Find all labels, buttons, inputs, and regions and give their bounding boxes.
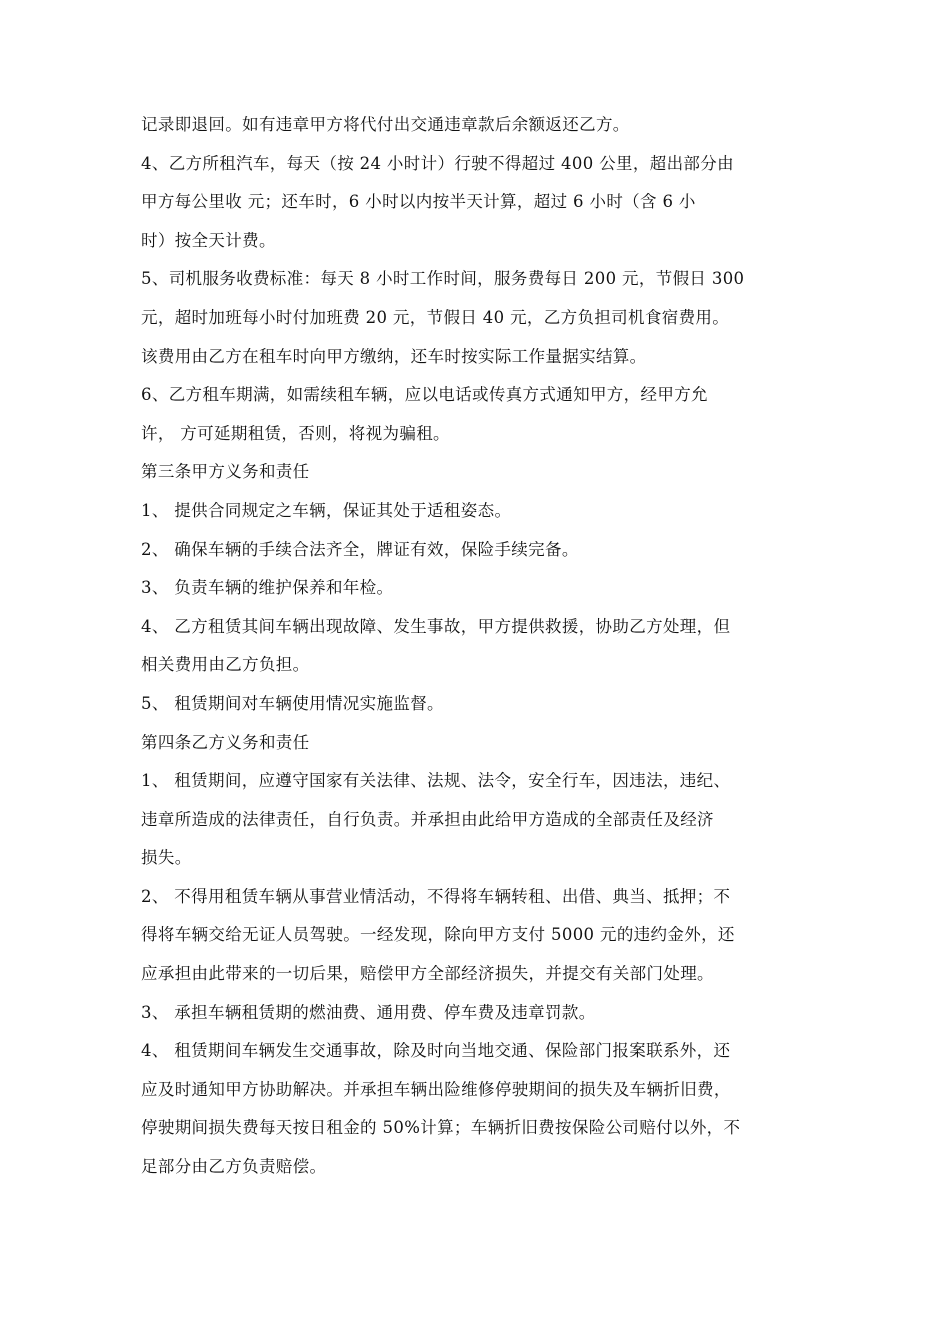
text-line: 4、 租赁期间车辆发生交通事故，除及时向当地交通、保险部门报案联系外，还: [141, 1041, 731, 1061]
text-line: 4、乙方所租汽车，每天（按 24 小时计）行驶不得超过 400 公里，超出部分由: [141, 153, 734, 173]
text-line: 1、 提供合同规定之车辆，保证其处于适租姿态。: [141, 500, 512, 520]
text-line: 相关费用由乙方负担。: [141, 655, 310, 675]
text-line: 损失。: [141, 848, 192, 868]
text-line: 应及时通知甲方协助解决。并承担车辆出险维修停驶期间的损失及车辆折旧费，: [141, 1079, 731, 1099]
text-line: 2、 确保车辆的手续合法齐全，牌证有效，保险手续完备。: [141, 539, 579, 559]
text-line: 得将车辆交给无证人员驾驶。一经发现，除向甲方支付 5000 元的违约金外，还: [141, 925, 735, 945]
document-body: [141, 106, 821, 1187]
text-line: 4、 乙方租赁其间车辆出现故障、发生事故，甲方提供救援，协助乙方处理，但: [141, 616, 731, 636]
text-line: 违章所造成的法律责任，自行负责。并承担由此给甲方造成的全部责任及经济: [141, 809, 714, 829]
text-line: 许， 方可延期租赁，否则，将视为骗租。: [141, 423, 450, 443]
text-line: 甲方每公里收 元；还车时，6 小时以内按半天计算，超过 6 小时（含 6 小: [141, 192, 696, 212]
text-line: 记录即退回。如有违章甲方将代付出交通违章款后余额返还乙方。: [141, 115, 630, 134]
text-line: 1、 租赁期间，应遵守国家有关法律、法规、法令，安全行车，因违法，违纪、: [141, 771, 731, 791]
text-line: 3、 负责车辆的维护保养和年检。: [141, 578, 394, 598]
section-heading: 第三条甲方义务和责任: [141, 462, 310, 482]
text-line: 足部分由乙方负责赔偿。: [141, 1157, 327, 1177]
text-line: 应承担由此带来的一切后果，赔偿甲方全部经济损失，并提交有关部门处理。: [141, 964, 714, 984]
text-line: 2、 不得用租赁车辆从事营业情活动，不得将车辆转租、出借、典当、抵押；不: [141, 886, 731, 906]
text-line: 6、乙方租车期满，如需续租车辆，应以电话或传真方式通知甲方，经甲方允: [141, 385, 708, 405]
text-line: 5、 租赁期间对车辆使用情况实施监督。: [141, 693, 444, 713]
text-line: 该费用由乙方在租车时向甲方缴纳，还车时按实际工作量据实结算。: [141, 346, 647, 366]
text-line: 3、 承担车辆租赁期的燃油费、通用费、停车费及违章罚款。: [141, 1002, 596, 1022]
text-line: 5、司机服务收费标准：每天 8 小时工作时间，服务费每日 200 元，节假日 300: [141, 269, 745, 289]
text-line: 元，超时加班每小时付加班费 20 元，节假日 40 元，乙方负担司机食宿费用。: [141, 307, 730, 327]
text-line: 停驶期间损失费每天按日租金的 50%计算；车辆折旧费按保险公司赔付以外，不: [141, 1118, 741, 1138]
section-heading: 第四条乙方义务和责任: [141, 732, 310, 752]
text-line: 时）按全天计费。: [141, 230, 276, 250]
